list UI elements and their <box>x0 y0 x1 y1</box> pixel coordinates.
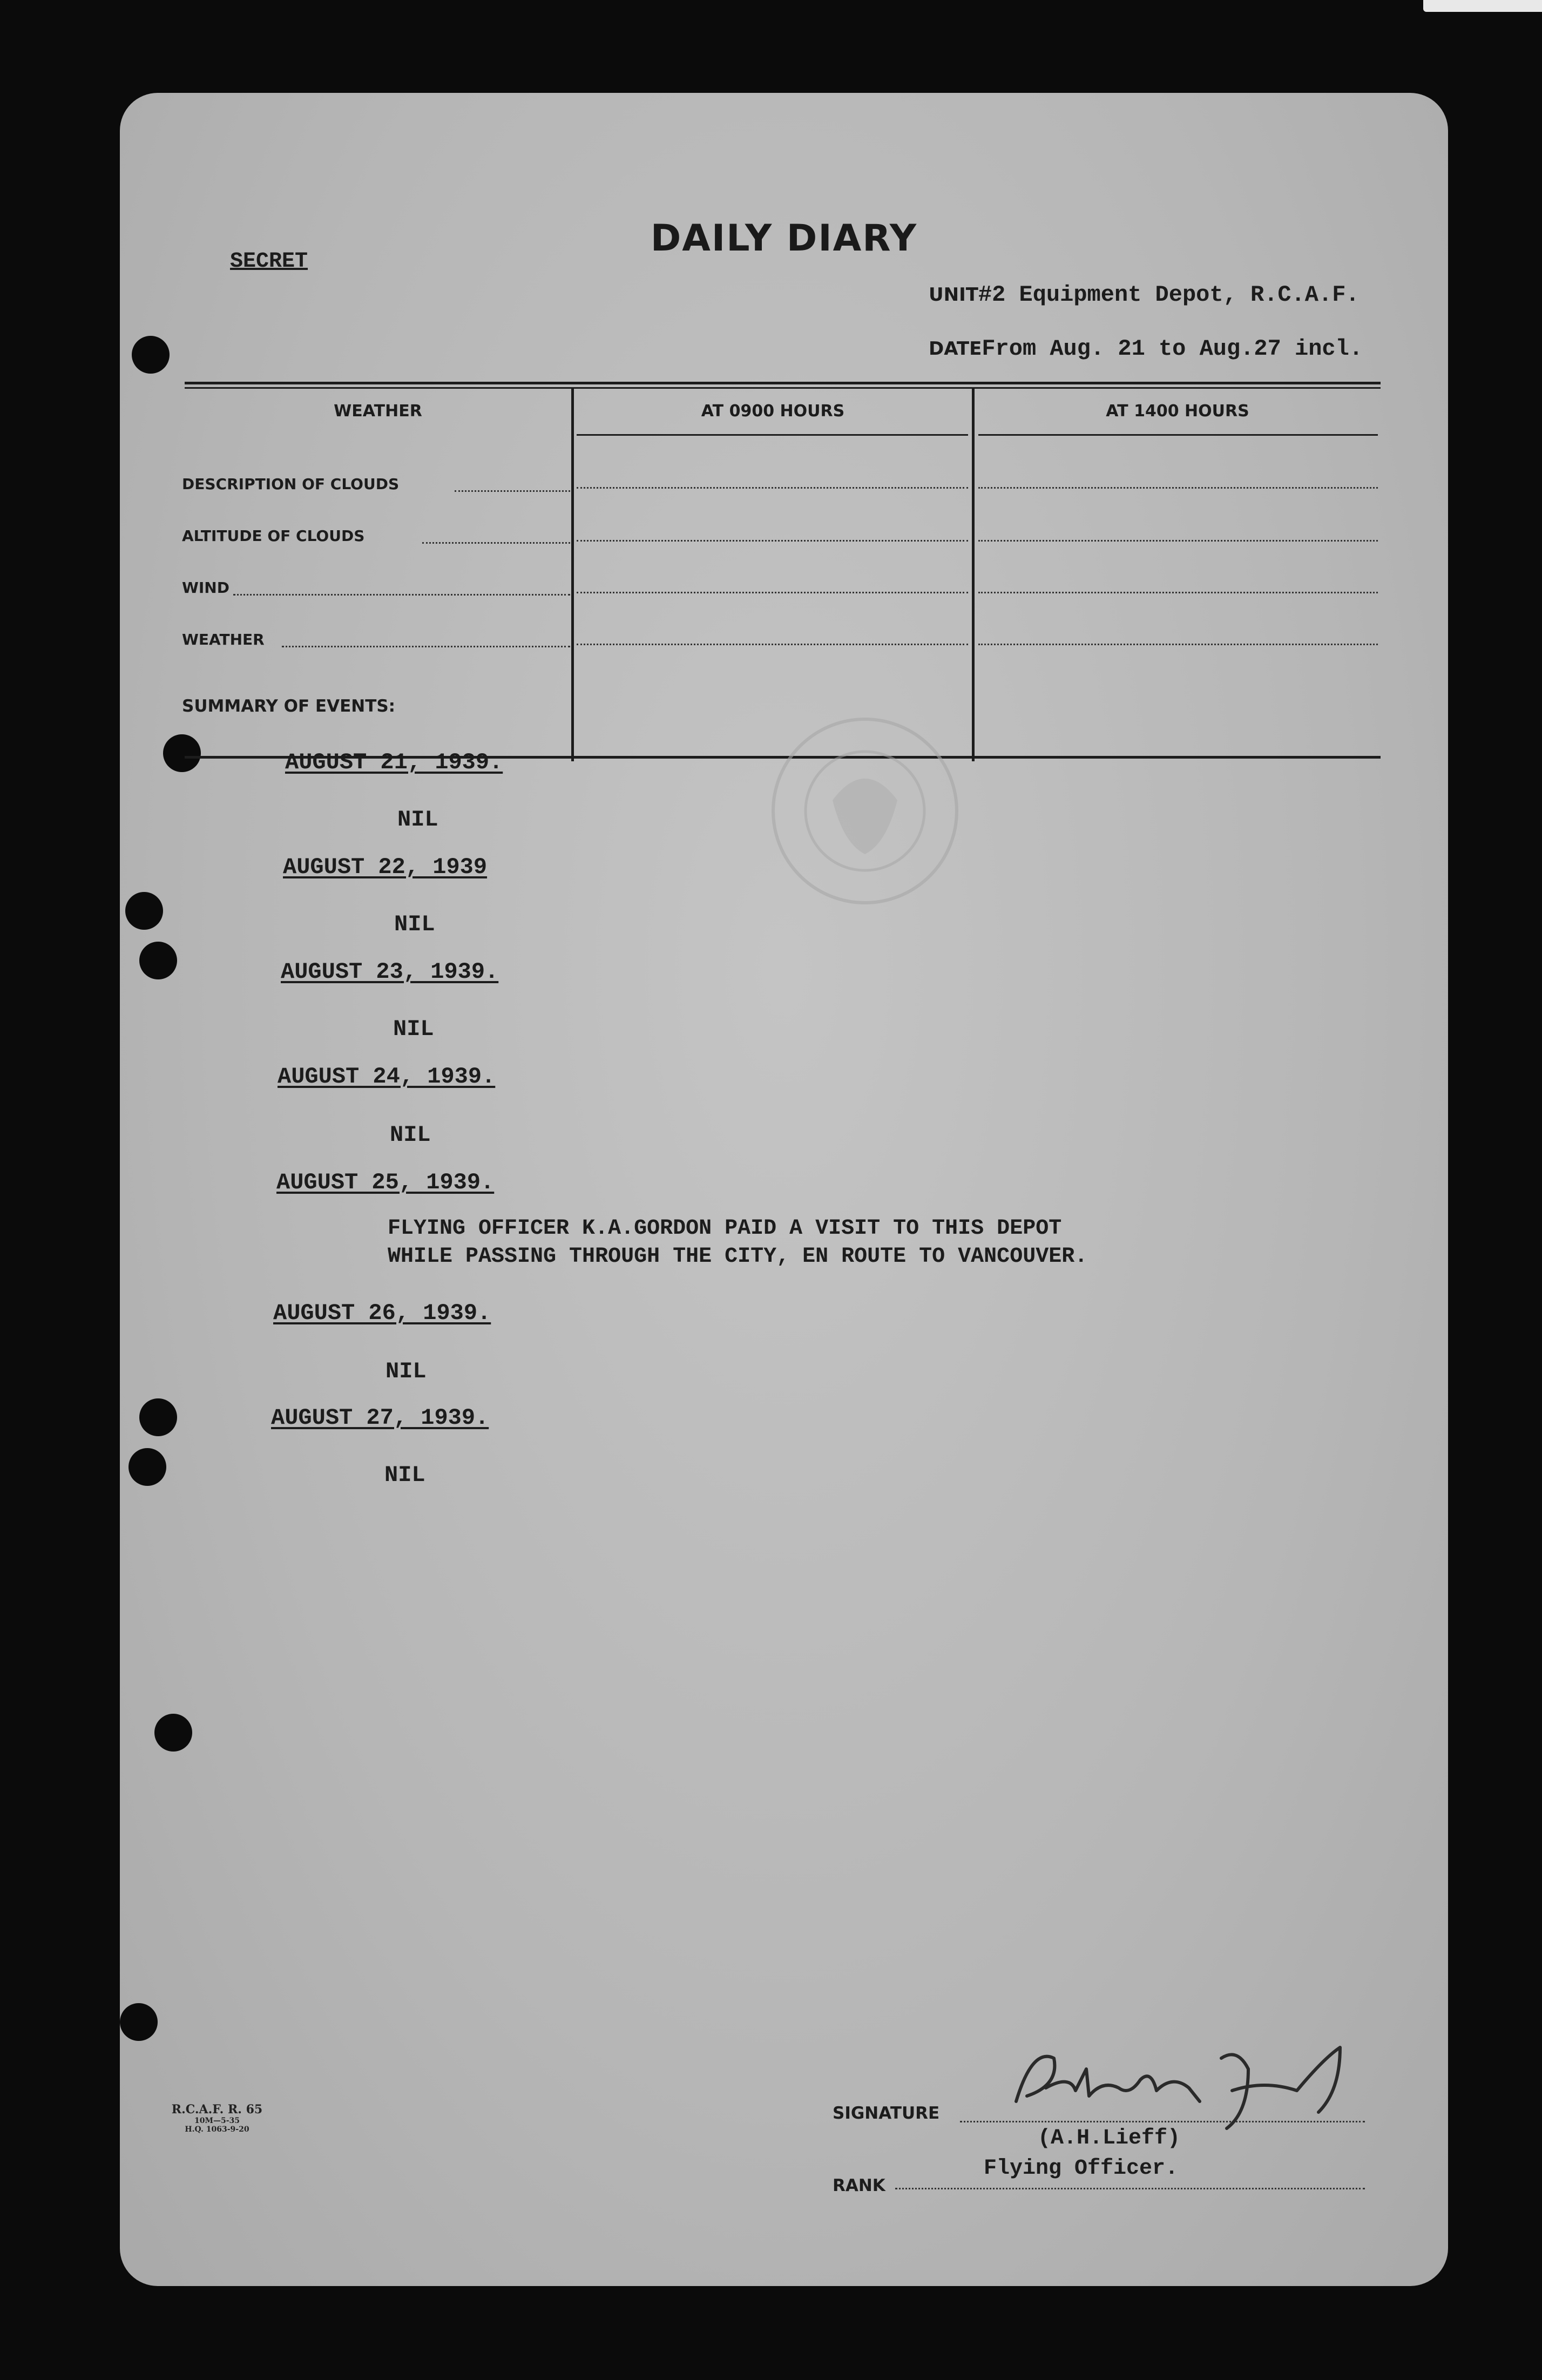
entry-text: NIL <box>397 807 438 833</box>
punch-hole <box>154 1714 192 1752</box>
dotted-rule <box>577 487 968 489</box>
row-altitude-of-clouds: ALTITUDE OF CLOUDS <box>182 527 365 545</box>
rank-label: RANK <box>833 2176 885 2195</box>
entry-date: AUGUST 22, 1939 <box>283 854 488 880</box>
entry-text: FLYING OFFICER K.A.GORDON PAID A VISIT TO THIS DEPOT WHILE PASSING THROUGH THE CITY, EN ROUTE TO VANCOUVER. <box>388 1216 1088 1269</box>
unit-value: #2 Equipment Depot, R.C.A.F. <box>978 282 1360 308</box>
cell-line <box>577 434 968 436</box>
table-top-rule <box>185 382 1381 384</box>
entry-date: AUGUST 24, 1939. <box>278 1064 496 1090</box>
row-weather: WEATHER <box>182 631 265 648</box>
signature-label: SIGNATURE <box>833 2104 940 2123</box>
entry-text: NIL <box>384 1462 425 1488</box>
dotted-rule <box>978 644 1378 645</box>
date-label: DATE <box>929 338 982 360</box>
punch-hole <box>128 1448 166 1486</box>
entry-text: NIL <box>394 911 435 937</box>
entry-text: NIL <box>386 1358 427 1384</box>
entry-text: NIL <box>390 1122 431 1148</box>
dotted-rule <box>577 644 968 645</box>
punch-hole <box>139 942 177 979</box>
entry-text: NIL <box>393 1016 434 1042</box>
dotted-rule <box>577 540 968 542</box>
dotted-rule <box>978 592 1378 593</box>
unit-label: UNIT <box>929 284 978 306</box>
scan-edge-mark <box>1423 0 1542 12</box>
dotted-rule <box>978 540 1378 542</box>
punch-hole <box>120 2003 158 2041</box>
punch-hole <box>163 734 201 772</box>
dotted-rule <box>282 646 570 647</box>
unit-field <box>929 282 1360 308</box>
form-number-line: H.Q. 1063-9-20 <box>185 2125 249 2134</box>
handwritten-signature <box>995 2037 1362 2134</box>
row-wind: WIND <box>182 579 229 597</box>
header-0900: AT 0900 HOURS <box>701 402 845 421</box>
rank-value: Flying Officer. <box>984 2156 1179 2181</box>
entry-date: AUGUST 26, 1939. <box>273 1300 491 1326</box>
dotted-rule <box>422 542 570 544</box>
table-top-rule <box>185 387 1381 389</box>
table-divider <box>571 389 574 761</box>
row-description-of-clouds: DESCRIPTION OF CLOUDS <box>182 475 400 493</box>
dotted-rule <box>233 594 570 596</box>
classification-mark: SECRET <box>230 249 308 274</box>
header-weather: WEATHER <box>334 402 422 421</box>
punch-hole <box>139 1398 177 1436</box>
entry-date: AUGUST 27, 1939. <box>271 1405 489 1431</box>
entry-date: AUGUST 25, 1939. <box>276 1169 495 1195</box>
date-field <box>929 336 1363 362</box>
form-number <box>163 2102 271 2134</box>
diary-sheet <box>120 93 1448 2286</box>
summary-label: SUMMARY OF EVENTS: <box>182 697 396 716</box>
dotted-rule <box>577 592 968 593</box>
rank-line <box>895 2188 1365 2189</box>
punch-hole <box>125 892 163 930</box>
header-1400: AT 1400 HOURS <box>1106 402 1249 421</box>
entry-date: AUGUST 23, 1939. <box>281 959 499 985</box>
dotted-rule <box>455 490 570 492</box>
punch-hole <box>132 336 170 374</box>
form-number-line: 10M—5-35 <box>194 2117 240 2125</box>
crest-watermark <box>752 692 978 930</box>
page-title: DAILY DIARY <box>650 217 918 260</box>
date-value: From Aug. 21 to Aug.27 incl. <box>982 336 1363 362</box>
entry-date: AUGUST 21, 1939. <box>285 749 503 775</box>
signer-name: (A.H.Lieff) <box>1038 2126 1181 2151</box>
dotted-rule <box>978 487 1378 489</box>
form-number-line: R.C.A.F. R. 65 <box>171 2102 263 2117</box>
cell-line <box>978 434 1378 436</box>
